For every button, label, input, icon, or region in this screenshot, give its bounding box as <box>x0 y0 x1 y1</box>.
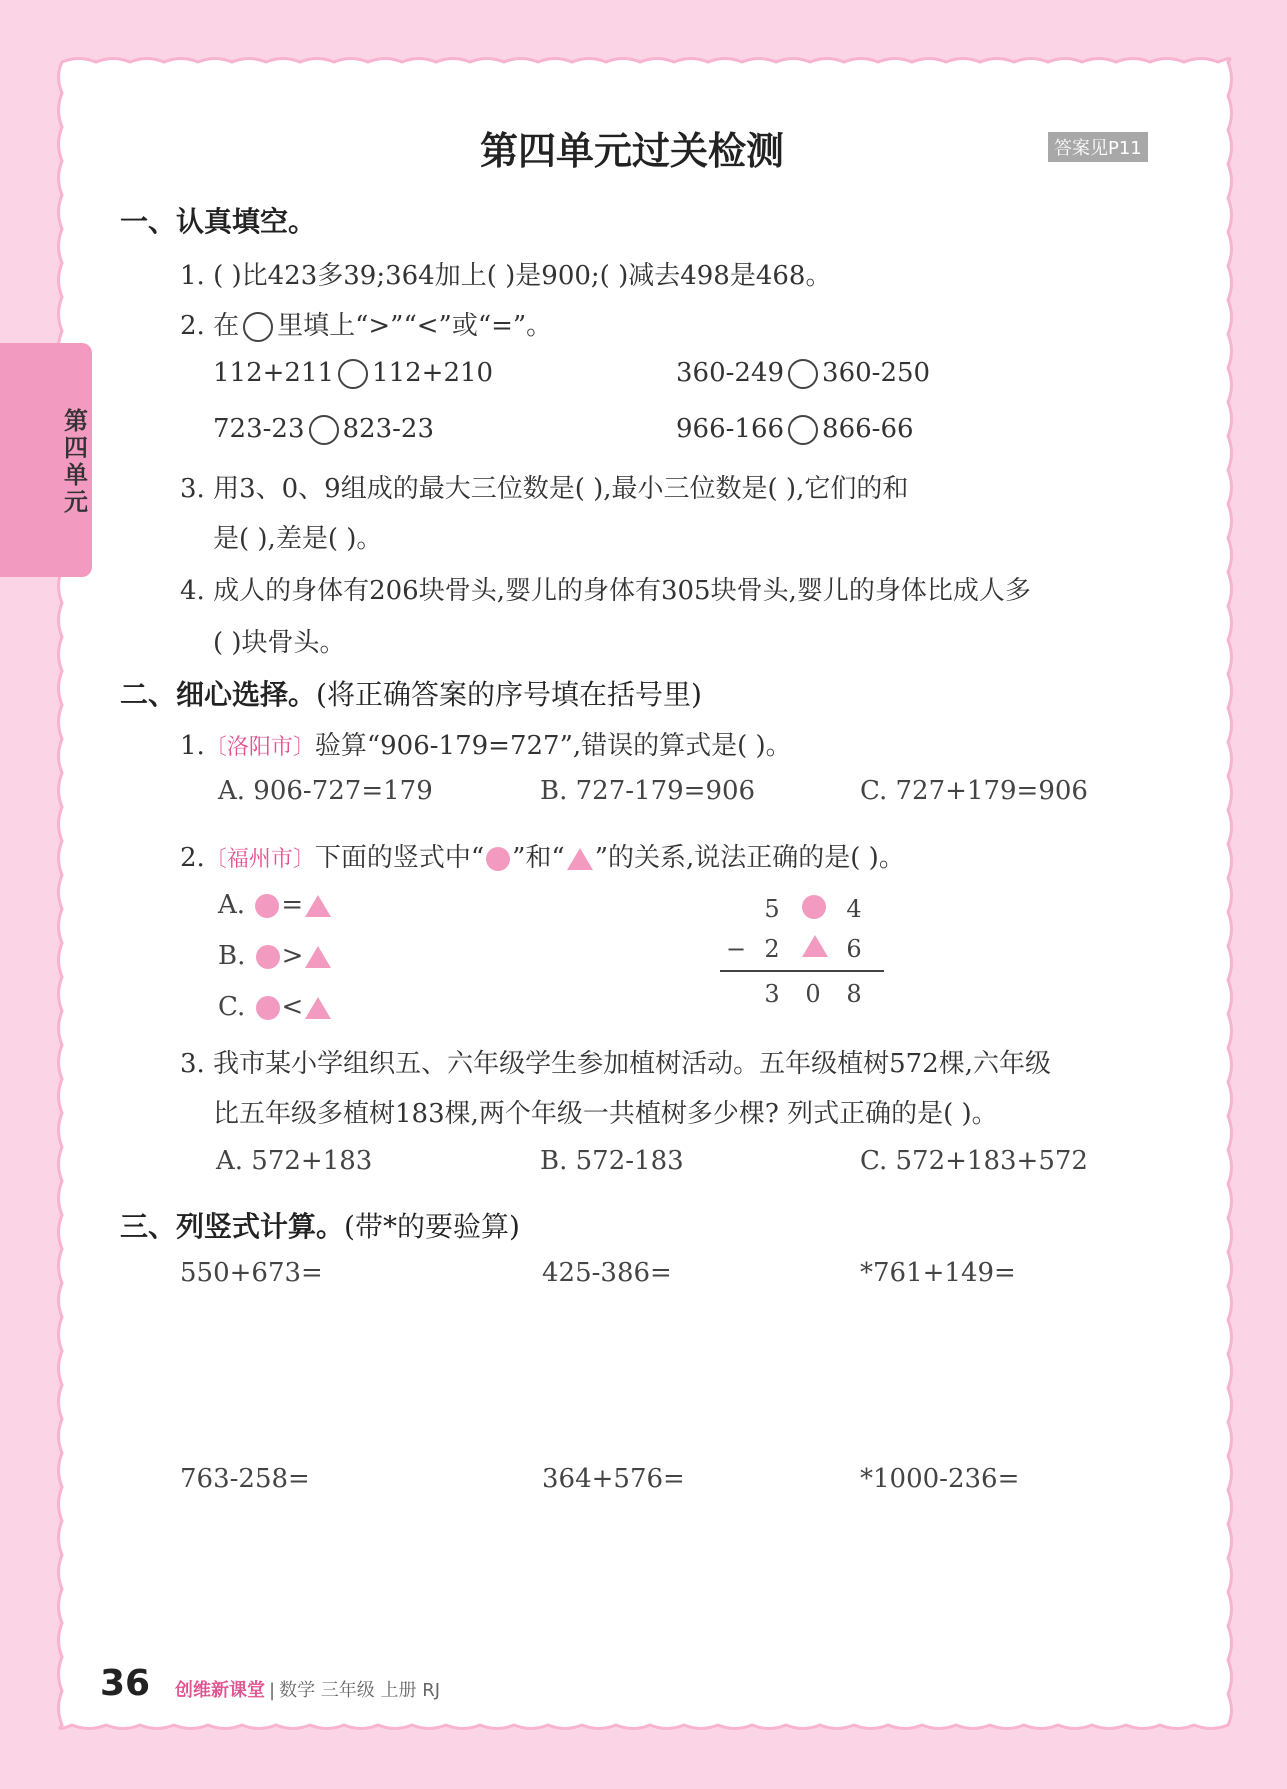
compare-item <box>676 414 914 445</box>
s1-q2-prompt-a: 2. 在 <box>180 311 240 341</box>
s2-q2-text-c: ”的关系,说法正确的是( )。 <box>594 843 905 873</box>
s2-q3-line2: 比五年级多植树183棵,两个年级一共植树多少棵? 列式正确的是( )。 <box>213 1099 998 1129</box>
compare-left: 360-249 <box>676 358 785 388</box>
option-operator: = <box>281 890 304 920</box>
option-a[interactable]: A. 906-727=179 <box>218 776 433 806</box>
pink-circle-icon <box>486 847 510 871</box>
vertical-digit: 5 <box>764 895 780 923</box>
calc-problem: 364+576= <box>542 1464 685 1494</box>
footer-info: 数学 三年级 上册 RJ <box>279 1680 441 1701</box>
vertical-digit: 6 <box>846 935 862 963</box>
side-tab-char: 元 <box>64 488 88 516</box>
pink-circle-icon <box>800 895 828 919</box>
s1-q2-prompt <box>180 305 552 342</box>
s2-q2-number: 2. <box>180 843 205 873</box>
s1-q4-line2: ( )块骨头。 <box>213 628 346 658</box>
option-b[interactable] <box>218 941 333 971</box>
option-c[interactable]: C. 572+183+572 <box>860 1146 1088 1176</box>
s1-q1: 1. ( )比423多39;364加上( )是900;( )减去498是468。 <box>180 261 832 291</box>
compare-circle-icon[interactable] <box>309 415 339 445</box>
pink-circle-icon <box>256 945 280 969</box>
option-b[interactable]: B. 572-183 <box>540 1146 684 1176</box>
calc-problem: *761+149= <box>860 1258 1016 1288</box>
option-c[interactable] <box>218 992 333 1022</box>
s1-q3-line1: 3. 用3、0、9组成的最大三位数是( ),最小三位数是( ),它们的和 <box>180 474 909 504</box>
compare-item <box>213 358 493 389</box>
s1-q2-prompt-b: 里填上“>”“<”或“=”。 <box>277 311 553 341</box>
region-tag: 〔洛阳市〕 <box>204 735 315 760</box>
s1-q4-line1: 4. 成人的身体有206块骨头,婴儿的身体有305块骨头,婴儿的身体比成人多 <box>180 576 1031 606</box>
pink-circle-icon <box>256 996 280 1020</box>
section2-heading-text: 二、细心选择。 <box>120 678 317 711</box>
answer-reference-badge: 答案见P11 <box>1048 132 1148 162</box>
section3-heading-note: (带*的要验算) <box>344 1210 520 1243</box>
pink-triangle-icon <box>800 935 830 957</box>
calc-problem: *1000-236= <box>860 1464 1020 1494</box>
s2-q2-text-b: ”和“ <box>512 843 565 873</box>
footer-text <box>175 1676 440 1702</box>
minus-sign: − <box>725 935 747 963</box>
option-operator: > <box>281 941 304 971</box>
vertical-digit: 8 <box>846 980 862 1008</box>
vertical-digit: 2 <box>764 935 780 963</box>
vertical-digit: 4 <box>846 895 862 923</box>
vertical-rule <box>720 970 884 972</box>
circle-blank-icon <box>243 312 273 342</box>
option-letter: A. <box>218 890 246 920</box>
section3-heading <box>120 1205 520 1245</box>
compare-circle-icon[interactable] <box>338 359 368 389</box>
pink-triangle-icon <box>305 895 331 917</box>
footer-divider: | <box>269 1680 276 1701</box>
compare-circle-icon[interactable] <box>788 359 818 389</box>
option-b[interactable]: B. 727-179=906 <box>540 776 756 806</box>
s2-q1-number: 1. <box>180 731 205 761</box>
calc-problem: 425-386= <box>542 1258 672 1288</box>
s2-q1-text: 验算“906-179=727”,错误的算式是( )。 <box>314 731 792 761</box>
vertical-digit: 3 <box>764 980 780 1008</box>
compare-circle-icon[interactable] <box>788 415 818 445</box>
pink-triangle-icon <box>567 848 593 870</box>
compare-right: 360-250 <box>822 358 931 388</box>
compare-right: 866-66 <box>822 414 914 444</box>
footer-brand: 创维新课堂 <box>175 1680 265 1701</box>
pink-triangle-icon <box>305 997 331 1019</box>
section2-heading <box>120 673 702 713</box>
option-a[interactable] <box>218 890 333 920</box>
page-title: 第四单元过关检测 <box>480 129 785 173</box>
pink-circle-icon <box>255 894 279 918</box>
compare-left: 723-23 <box>213 414 305 444</box>
compare-left: 112+211 <box>213 358 335 388</box>
section1-heading: 一、认真填空。 <box>120 205 317 238</box>
region-tag: 〔福州市〕 <box>204 847 315 872</box>
option-letter: C. <box>218 992 246 1022</box>
section2-heading-note: (将正确答案的序号填在括号里) <box>316 678 702 711</box>
section3-heading-text: 三、列竖式计算。 <box>120 1210 345 1243</box>
s1-q3-line2: 是( ),差是( )。 <box>213 524 383 554</box>
calc-problem: 550+673= <box>180 1258 323 1288</box>
option-letter: B. <box>218 941 246 971</box>
side-tab-char: 四 <box>64 434 88 462</box>
unit-side-tab-label <box>56 408 96 516</box>
compare-item <box>213 414 434 445</box>
compare-left: 966-166 <box>676 414 785 444</box>
page-number: 36 <box>100 1663 151 1704</box>
side-tab-char: 单 <box>64 461 88 489</box>
option-c[interactable]: C. 727+179=906 <box>860 776 1088 806</box>
option-a[interactable]: A. 572+183 <box>216 1146 373 1176</box>
vertical-digit: 0 <box>805 980 821 1008</box>
pink-triangle-icon <box>305 946 331 968</box>
side-tab-char: 第 <box>64 407 88 435</box>
compare-item <box>676 358 930 389</box>
compare-right: 112+210 <box>372 358 494 388</box>
s2-q1 <box>180 725 792 762</box>
s2-q2 <box>180 837 905 874</box>
compare-right: 823-23 <box>342 414 434 444</box>
s2-q2-text-a: 下面的竖式中“ <box>314 843 485 873</box>
option-operator: < <box>281 992 304 1022</box>
calc-problem: 763-258= <box>180 1464 310 1494</box>
s2-q3-line1: 3. 我市某小学组织五、六年级学生参加植树活动。五年级植树572棵,六年级 <box>180 1049 1051 1079</box>
